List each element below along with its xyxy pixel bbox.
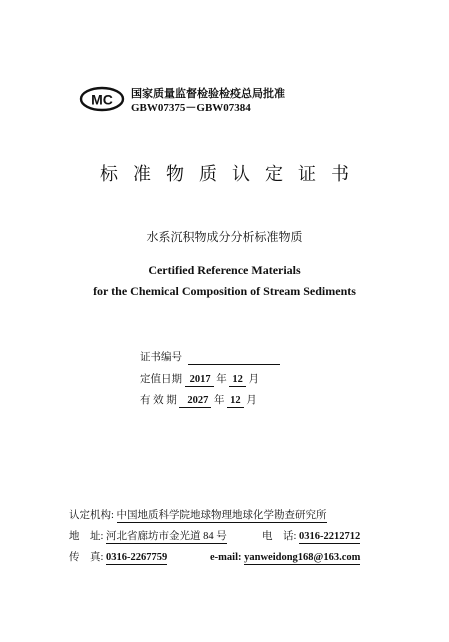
valid-year: 2027	[179, 395, 211, 408]
org-label: 认定机构:	[69, 510, 114, 521]
address-row	[69, 530, 227, 544]
date-row	[140, 373, 259, 387]
date-label: 定值日期	[140, 374, 182, 385]
date-year: 2017	[185, 374, 214, 387]
valid-month: 12	[227, 395, 244, 408]
certificate-number-row	[140, 351, 280, 365]
address-value: 河北省廊坊市金光道 84 号	[106, 531, 227, 542]
english-title-line2: for the Chemical Composition of Stream Sediments	[93, 284, 356, 298]
fax-label: 传 真:	[69, 552, 104, 563]
approval-text: 国家质量监督检验检疫总局批准	[131, 88, 285, 100]
valid-month-unit: 月	[246, 395, 257, 406]
certificate-number-blank	[188, 352, 280, 365]
email-label: e-mail:	[210, 552, 242, 563]
reference-codes: GBW07375－GBW07384	[131, 102, 251, 114]
cmc-logo	[79, 86, 125, 112]
valid-label: 有 效 期	[140, 395, 177, 406]
logo-text: MC	[91, 91, 113, 108]
tel-label: 电 话:	[262, 531, 297, 542]
tel-row	[262, 530, 360, 544]
fax-row	[69, 551, 167, 565]
date-month: 12	[229, 374, 246, 387]
english-title-line1: Certified Reference Materials	[148, 263, 301, 277]
tel-value: 0316-2212712	[299, 531, 361, 542]
org-value: 中国地质科学院地球物理地球化学勘查研究所	[116, 510, 327, 521]
page-title: 标准物质认定证书	[100, 164, 364, 184]
email-row	[210, 551, 360, 565]
date-month-unit: 月	[248, 374, 259, 385]
fax-value: 0316-2267759	[106, 552, 168, 563]
valid-row	[140, 394, 257, 408]
valid-year-unit: 年	[214, 395, 225, 406]
date-year-unit: 年	[216, 374, 227, 385]
email-value: yanweidong168@163.com	[244, 552, 361, 563]
subtitle: 水系沉积物成分分析标准物质	[146, 230, 303, 244]
org-row	[69, 509, 327, 523]
certificate-number-label: 证书编号	[140, 352, 182, 363]
address-label: 地 址:	[69, 531, 104, 542]
